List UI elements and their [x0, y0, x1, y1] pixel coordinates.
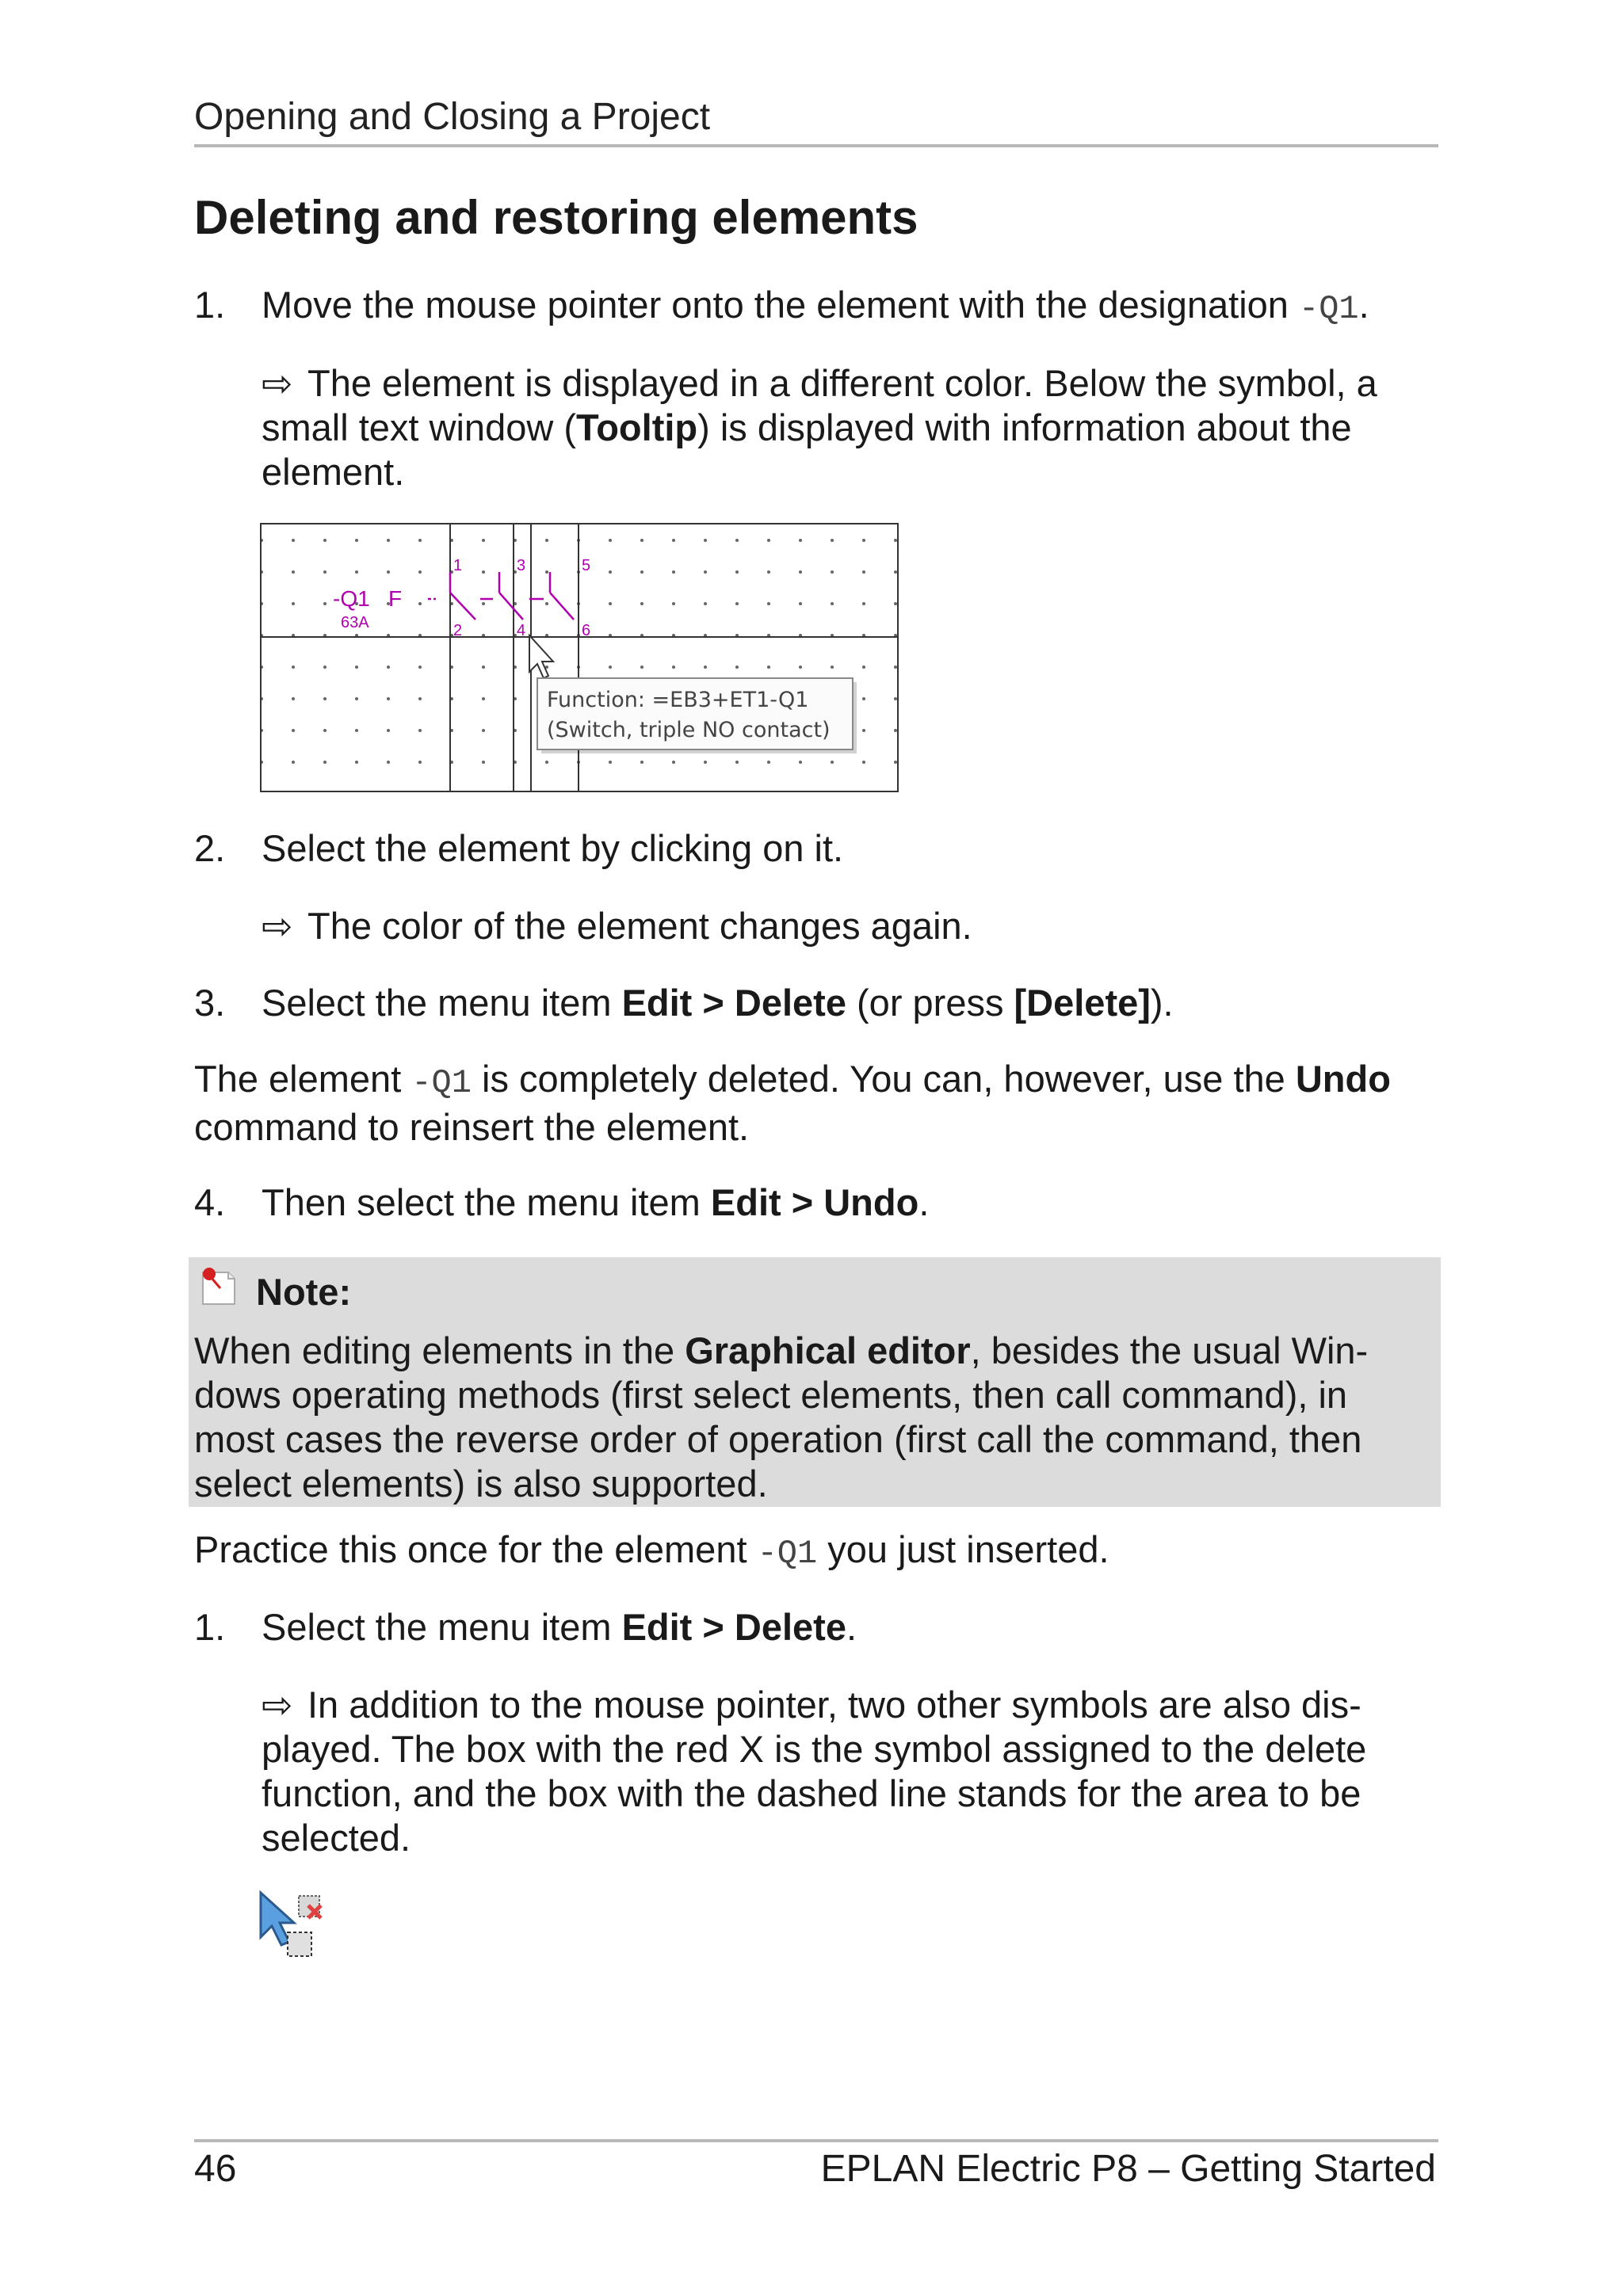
- schematic-figure: [260, 523, 899, 792]
- note-text: , besides the usual Win-: [970, 1329, 1369, 1371]
- result-2: [262, 904, 972, 948]
- command-name: Undo: [1295, 1058, 1391, 1100]
- designation-label: -Q1: [333, 586, 370, 611]
- key-name: [Delete]: [1014, 982, 1151, 1024]
- menu-path: Edit > Undo: [710, 1181, 919, 1223]
- note-body: [194, 1329, 1438, 1506]
- result-line: ) is displayed with information about the: [697, 406, 1352, 448]
- result-line: played. The box with the red X is the symbol assigned to the delete: [262, 1728, 1367, 1770]
- delete-cursor-icon: [258, 1890, 337, 1973]
- page-number: 46: [194, 2148, 237, 2190]
- section-title: Deleting and restoring elements: [194, 191, 918, 244]
- result-line: function, and the box with the dashed line stands for the area to be: [262, 1772, 1361, 1814]
- step-text: (or press: [846, 982, 1014, 1024]
- result-line: small text window (: [262, 406, 576, 448]
- terminal-label: 3: [517, 557, 526, 574]
- running-header: Opening and Closing a Project: [194, 96, 711, 138]
- note-title: Note:: [256, 1271, 352, 1313]
- step-text: Select the element by clicking on it.: [262, 827, 844, 869]
- step-text-end: .: [846, 1606, 857, 1648]
- terminal-label: 2: [453, 622, 463, 639]
- paragraph-text: is completely deleted. You can, however, use the: [471, 1058, 1296, 1100]
- result-3: [262, 1683, 1450, 1860]
- paragraph-text: The element: [194, 1058, 412, 1100]
- step-number: 4.: [194, 1181, 226, 1223]
- terminal-label: 1: [453, 557, 463, 574]
- result-arrow-icon: ⇨: [262, 1684, 293, 1726]
- paragraph-practice: [194, 1527, 1109, 1576]
- paragraph-text: you just inserted.: [817, 1528, 1109, 1570]
- paragraph-undo: [194, 1057, 1446, 1150]
- footer-divider: [194, 2139, 1438, 2142]
- designation-code: -Q1: [757, 1535, 818, 1573]
- result-1: [262, 361, 1450, 494]
- rating-label: 63A: [341, 614, 369, 631]
- paragraph-text: command to reinsert the element.: [194, 1106, 750, 1148]
- document-title: EPLAN Electric P8 – Getting Started: [820, 2148, 1436, 2190]
- step-number: 2.: [194, 827, 226, 869]
- designation-code: -Q1: [1298, 290, 1359, 328]
- note-text: dows operating methods (first select elements, then call command), in: [194, 1374, 1348, 1416]
- header-divider: [194, 144, 1438, 147]
- result-arrow-icon: ⇨: [262, 362, 293, 404]
- step-number: 1.: [194, 284, 226, 326]
- note-text: select elements) is also supported.: [194, 1463, 768, 1505]
- step-text: Select the menu item: [262, 982, 622, 1024]
- result-line: element.: [262, 451, 405, 493]
- note-text: When editing elements in the: [194, 1329, 685, 1371]
- step-text-end: ).: [1150, 982, 1174, 1024]
- editor-name: Graphical editor: [685, 1329, 971, 1371]
- step-number: 3.: [194, 982, 226, 1024]
- step-number: 1.: [194, 1606, 226, 1648]
- step-text: Then select the menu item: [262, 1181, 711, 1223]
- tooltip-line-2: (Switch, triple NO contact): [547, 718, 831, 742]
- function-mark: F: [388, 586, 403, 611]
- terminal-label: 6: [582, 622, 591, 639]
- menu-path: Edit > Delete: [621, 1606, 846, 1648]
- result-line: The element is displayed in a different color. Below the symbol, a: [307, 362, 1377, 404]
- result-line: selected.: [262, 1817, 411, 1859]
- result-line: In addition to the mouse pointer, two other symbols are also dis-: [307, 1684, 1361, 1726]
- schematic-canvas: [262, 524, 897, 791]
- step-text-end: .: [918, 1181, 930, 1223]
- step-text-end: .: [1358, 284, 1369, 326]
- pushpin-icon: [197, 1264, 241, 1313]
- result-line: The color of the element changes again.: [307, 905, 972, 947]
- result-arrow-icon: ⇨: [262, 905, 293, 947]
- paragraph-text: Practice this once for the element: [194, 1528, 758, 1570]
- terminal-label: 5: [582, 557, 591, 574]
- tooltip-line-1: Function: =EB3+ET1-Q1: [547, 688, 809, 712]
- terminal-label: 4: [517, 622, 526, 639]
- designation-code: -Q1: [411, 1064, 472, 1102]
- step-text: Move the mouse pointer onto the element with the designation: [262, 284, 1299, 326]
- tooltip-term: Tooltip: [576, 406, 698, 448]
- note-text: most cases the reverse order of operation (first call the command, then: [194, 1418, 1362, 1460]
- menu-path: Edit > Delete: [621, 982, 846, 1024]
- step-text: Select the menu item: [262, 1606, 622, 1648]
